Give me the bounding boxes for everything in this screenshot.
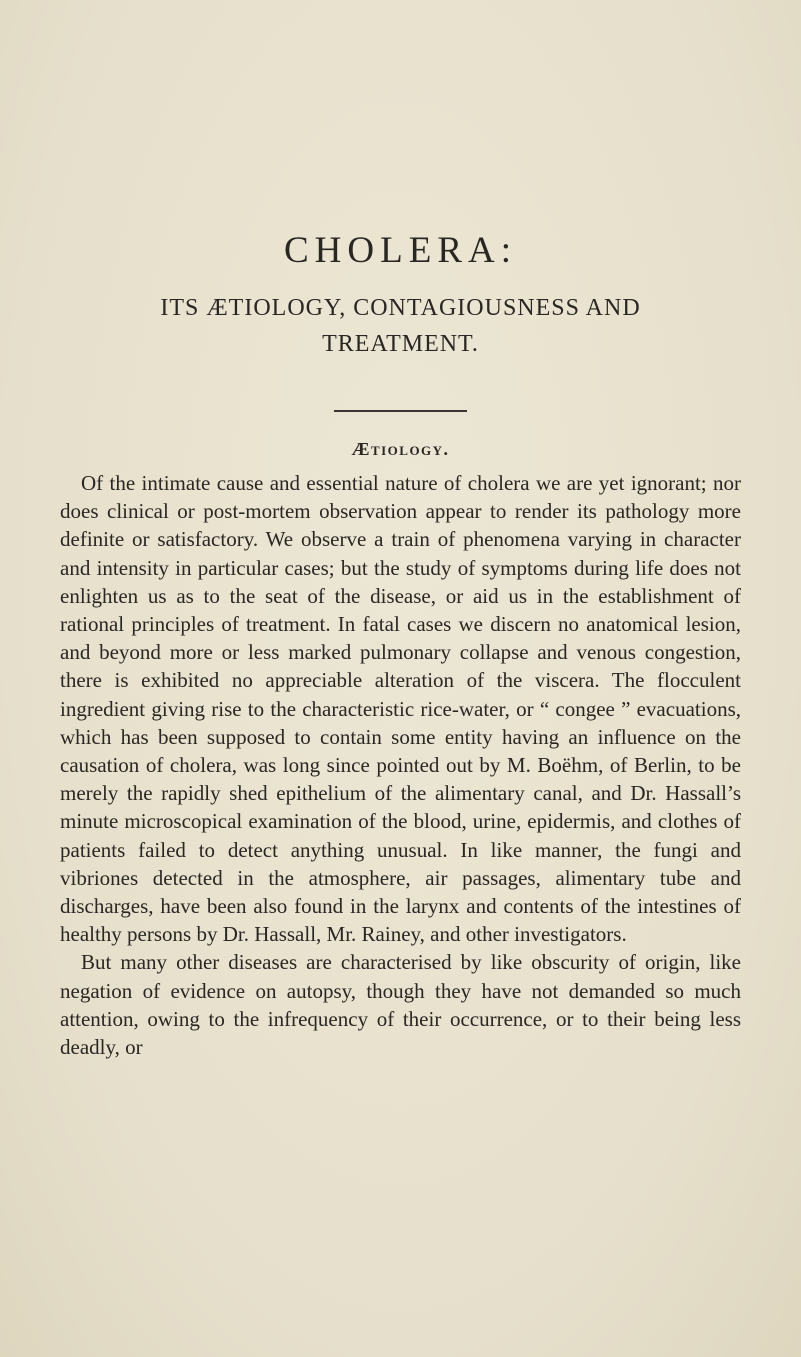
subtitle-line-1: ITS ÆTIOLOGY, CONTAGIOUSNESS AND [160, 295, 641, 321]
paragraph-2: But many other diseases are characterised by like obscurity of origin, like negation of evidence on autopsy, though they have not demanded so much attention, owing to the infrequency of their occurrence, or to their being less deadly, or [60, 950, 741, 1060]
section-heading [0, 440, 801, 458]
section-heading-text: Ætiology. [351, 439, 450, 459]
subtitle-line-2: TREATMENT. [322, 331, 479, 357]
document-title: CHOLERA: [284, 230, 517, 271]
paragraph-1: Of the intimate cause and essential nature of cholera we are yet ignorant; nor does clinical or post-mortem observation appear to render its pathology more definite or satisfactory. We observe a train of phenomena varying in character and intensity in particular cases; but the study of symptoms during life does not enlighten us as to the seat of the disease, or aid us in the establishment of rational principles of treatment. In fatal cases we discern no anatomical lesion, and beyond more or less marked pulmonary collapse and venous congestion, there is exhibited no appreciable alteration of the viscera. The flocculent ingredient giving rise to the characteristic rice-water, or “ congee ” evacuations, which has been supposed to contain some entity having an influence on the causation of cholera, was long since pointed out by M. Boëhm, of Berlin, to be merely the rapidly shed epithelium of the alimentary canal, and Dr. Hassall’s minute microscopical examination of the blood, urine, epidermis, and clothes of patients failed to detect anything unusual. In like manner, the fungi and vibriones detected in the atmosphere, air passages, alimentary tube and discharges, have been also found in the larynx and contents of the intestines of healthy persons by Dr. Hassall, Mr. Rainey, and other investigators. [60, 471, 741, 947]
title-divider [334, 410, 467, 412]
document-subtitle [0, 290, 801, 362]
body-text [60, 469, 741, 1061]
